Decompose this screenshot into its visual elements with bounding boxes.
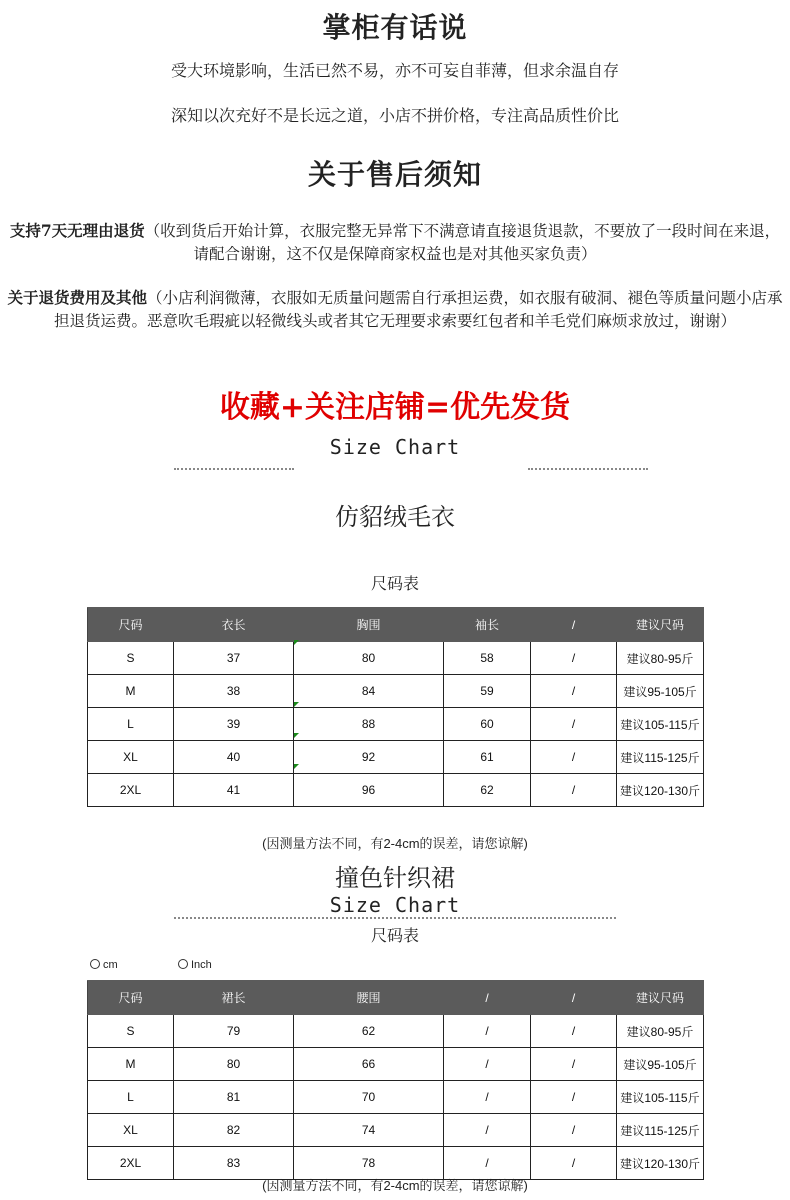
header-cell: 腰围 <box>294 981 444 1015</box>
table-cell: L <box>88 1081 174 1114</box>
table-cell: / <box>531 1114 617 1147</box>
table-cell: / <box>531 1015 617 1048</box>
table-cell: 59 <box>444 675 531 708</box>
table-cell: 81 <box>174 1081 294 1114</box>
table-cell: 70 <box>294 1081 444 1114</box>
table-cell: 62 <box>294 1015 444 1048</box>
table-cell: 建议95-105斤 <box>617 675 704 708</box>
header-cell: / <box>444 981 531 1015</box>
table-header-row <box>88 981 704 1015</box>
table-cell: / <box>531 708 617 741</box>
table-row <box>88 675 704 708</box>
table-cell: S <box>88 1015 174 1048</box>
product-name-2: 撞色针织裙 <box>335 864 455 892</box>
header-cell: 衣长 <box>174 608 294 642</box>
table-row <box>88 642 704 675</box>
table-row <box>88 1114 704 1147</box>
measurement-note-2: (因测量方法不同，有2-4cm的误差，请您谅解) <box>262 1178 528 1193</box>
measurement-note-1: (因测量方法不同，有2-4cm的误差，请您谅解) <box>262 836 528 851</box>
table-cell: 建议120-130斤 <box>617 1147 704 1180</box>
table-cell: 80 <box>174 1048 294 1081</box>
unit-cm-option[interactable] <box>90 959 118 971</box>
table-cell: 40 <box>174 741 294 774</box>
unit-inch-option[interactable] <box>178 959 212 971</box>
table-cell: 79 <box>174 1015 294 1048</box>
table-cell: / <box>444 1147 531 1180</box>
table-cell: / <box>531 774 617 807</box>
divider-long <box>174 917 616 919</box>
unit-cm-label: cm <box>103 959 118 971</box>
table-cell: 37 <box>174 642 294 675</box>
cell-comment-marker <box>294 733 299 738</box>
table-row <box>88 741 704 774</box>
table-cell: 建议105-115斤 <box>617 1081 704 1114</box>
table-cell: 83 <box>174 1147 294 1180</box>
divider-left <box>174 468 294 470</box>
product-name-1: 仿貂绒毛衣 <box>335 503 455 531</box>
shopkeeper-line-1: 受大环境影响，生活已然不易，亦不可妄自菲薄，但求余温自存 <box>170 61 619 80</box>
after-sales-title: 关于售后须知 <box>307 158 482 191</box>
table-cell: 41 <box>174 774 294 807</box>
table-cell: 建议120-130斤 <box>617 774 704 807</box>
size-table-2 <box>87 980 704 1180</box>
header-cell: 裙长 <box>174 981 294 1015</box>
table-cell: XL <box>88 741 174 774</box>
size-table-title-2: 尺码表 <box>370 926 419 945</box>
table-cell: 2XL <box>88 774 174 807</box>
shopkeeper-title: 掌柜有话说 <box>322 11 468 44</box>
table-cell: 92 <box>294 741 444 774</box>
header-cell: / <box>531 981 617 1015</box>
size-table-title-1: 尺码表 <box>370 574 419 593</box>
table-header-row <box>88 608 704 642</box>
table-cell: 建议105-115斤 <box>617 708 704 741</box>
table-cell: L <box>88 708 174 741</box>
table-cell: 2XL <box>88 1147 174 1180</box>
header-cell: 建议尺码 <box>617 608 704 642</box>
table-cell: 82 <box>174 1114 294 1147</box>
table-cell: XL <box>88 1114 174 1147</box>
return-fee-text: （小店利润微薄，衣服如无质量问题需自行承担运费，如衣服有破洞、褪色等质量问题小店承担退货运费。恶意吹毛瑕疵以轻微线头或者其它无理要求索要红包者和羊毛党们麻烦求放过，谢谢） <box>53 289 783 330</box>
return-policy-paragraph <box>6 219 784 266</box>
table-cell: / <box>531 1048 617 1081</box>
table-cell: 84 <box>294 675 444 708</box>
table-cell: 58 <box>444 642 531 675</box>
table-cell: 建议95-105斤 <box>617 1048 704 1081</box>
header-cell: / <box>531 608 617 642</box>
table-cell: M <box>88 1048 174 1081</box>
size-chart-label: Size Chart <box>329 435 461 459</box>
cell-comment-marker <box>294 764 299 769</box>
table-cell: / <box>531 741 617 774</box>
radio-icon <box>90 959 100 969</box>
table-cell: 96 <box>294 774 444 807</box>
table-cell: 建议115-125斤 <box>617 741 704 774</box>
radio-icon <box>178 959 188 969</box>
table-cell: 78 <box>294 1147 444 1180</box>
table-row <box>88 1015 704 1048</box>
table-cell: 74 <box>294 1114 444 1147</box>
header-cell: 建议尺码 <box>617 981 704 1015</box>
table-cell: 80 <box>294 642 444 675</box>
size-table-1 <box>87 607 704 807</box>
table-cell: / <box>444 1015 531 1048</box>
table-cell: 建议80-95斤 <box>617 642 704 675</box>
return-policy-text: （收到货后开始计算，衣服完整无异常下不满意请直接退货退款，不要放了一段时间在来退，请配合谢谢，这不仅是保障商家权益也是对其他买家负责） <box>144 222 781 263</box>
table-cell: / <box>444 1081 531 1114</box>
table-cell: / <box>531 642 617 675</box>
table-cell: 建议80-95斤 <box>617 1015 704 1048</box>
table-cell: 66 <box>294 1048 444 1081</box>
header-cell: 胸围 <box>294 608 444 642</box>
divider-right <box>528 468 648 470</box>
table-cell: S <box>88 642 174 675</box>
table-cell: / <box>531 675 617 708</box>
cell-comment-marker <box>294 640 299 645</box>
table-cell: 60 <box>444 708 531 741</box>
header-cell: 尺码 <box>88 608 174 642</box>
table-row <box>88 708 704 741</box>
table-cell: / <box>444 1048 531 1081</box>
header-cell: 尺码 <box>88 981 174 1015</box>
cell-comment-marker <box>294 702 299 707</box>
table-cell: 38 <box>174 675 294 708</box>
promo-banner: 收藏+关注店铺=优先发货 <box>219 390 571 425</box>
header-cell: 袖长 <box>444 608 531 642</box>
table-cell: 62 <box>444 774 531 807</box>
size-chart-label-2: Size Chart <box>329 893 461 917</box>
table-cell: 39 <box>174 708 294 741</box>
table-cell: 61 <box>444 741 531 774</box>
return-fee-paragraph <box>6 286 784 333</box>
table-cell: 建议115-125斤 <box>617 1114 704 1147</box>
table-row <box>88 1048 704 1081</box>
table-cell: / <box>444 1114 531 1147</box>
table-row <box>88 774 704 807</box>
unit-inch-label: Inch <box>191 959 212 971</box>
table-cell: 88 <box>294 708 444 741</box>
return-fee-heading: 关于退货费用及其他 <box>7 288 147 307</box>
table-cell: / <box>531 1147 617 1180</box>
shopkeeper-line-2: 深知以次充好不是长远之道，小店不拼价格，专注高品质性价比 <box>170 106 619 125</box>
table-cell: M <box>88 675 174 708</box>
table-row <box>88 1081 704 1114</box>
return-policy-heading: 支持7天无理由退货 <box>9 221 145 240</box>
table-cell: / <box>531 1081 617 1114</box>
